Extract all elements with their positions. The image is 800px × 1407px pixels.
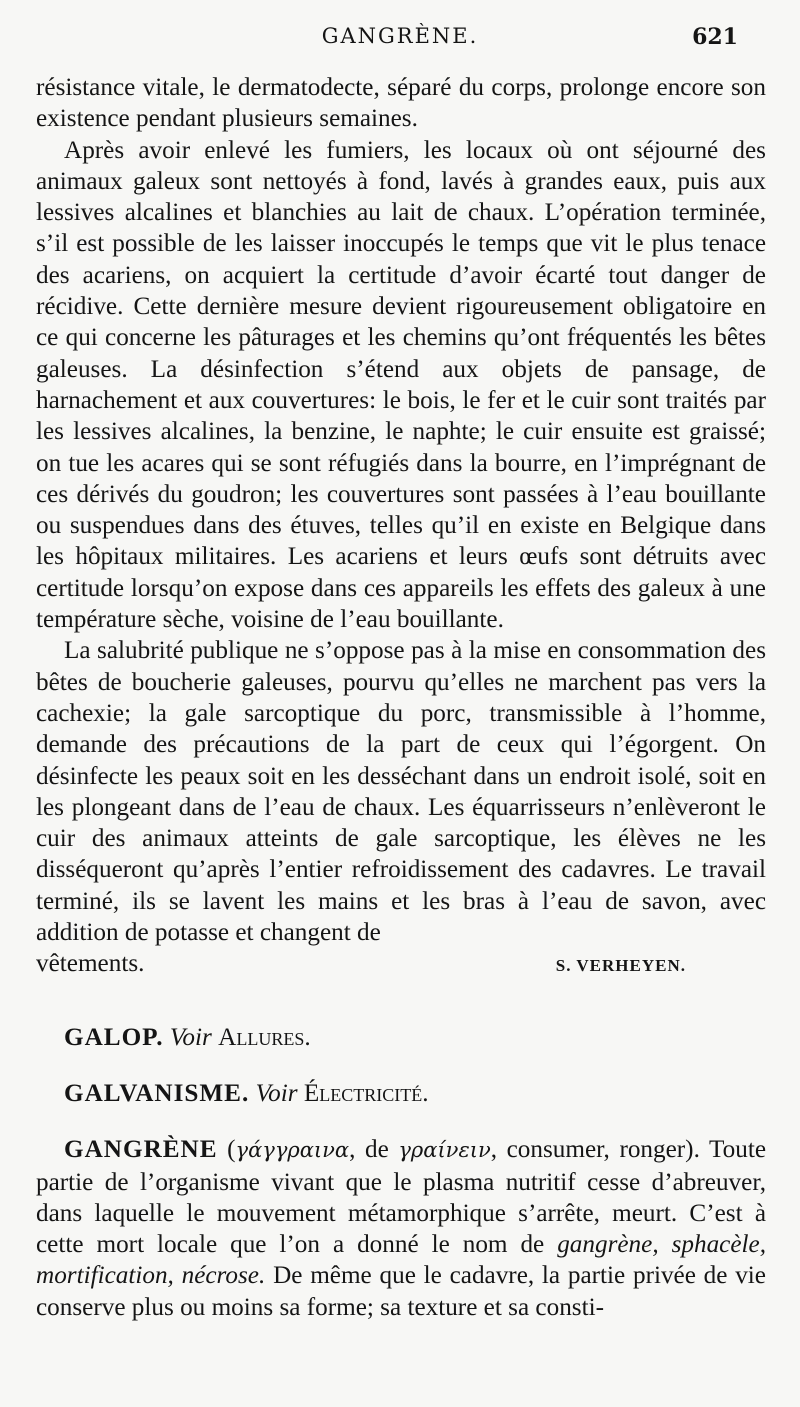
entry-gangrene-open-paren: (	[227, 1136, 236, 1164]
entry-galop-target: Allures.	[218, 1023, 311, 1051]
entry-galvanisme	[36, 1078, 766, 1109]
entry-gangrene-definition: , consumer, ronger). Toute partie de l’organisme vivant que le plasma nutritif cesse d’abreuver, dans laquelle le mouvement métamorphique s’arrête, meurt. C’est à cette mort locale que l’on a donné le nom de	[36, 1136, 767, 1259]
entry-gangrene-term-1: gangrène, sphacèle,	[557, 1231, 767, 1259]
author-signature: S. VERHEYEN.	[555, 956, 686, 976]
running-header	[0, 24, 800, 60]
page-number: 621	[692, 24, 738, 50]
signature-line	[36, 948, 766, 981]
entry-gangrene	[36, 1134, 766, 1323]
entry-galvanisme-voir: Voir	[255, 1079, 298, 1107]
paragraph-continuation: résistance vitale, le dermatodecte, séparé du corps, prolonge encore son existence pendant plusieurs semaines.	[36, 74, 766, 133]
running-title: GANGRÈNE.	[321, 24, 479, 48]
entry-galop	[36, 1022, 766, 1053]
paragraph-public-health	[36, 635, 766, 948]
entry-galvanisme-target: Électricité.	[303, 1079, 429, 1107]
entry-galop-head: GALOP.	[64, 1023, 164, 1051]
spacer	[36, 1109, 766, 1134]
entry-gangrene-rest: De même que le cadavre, la partie privée de vie conserve plus ou moins sa forme; sa texture et sa consti-	[36, 1262, 766, 1321]
paragraph-disinfection: Après avoir enlevé les fumiers, les locaux où ont séjourné des animaux galeux sont nettoyés à fond, lavés à grandes eaux, puis aux lessives alcalines et blanchies au lait de chaux. L’opération terminée, s’il est possible de les laisser inoccupés le temps que vit le plus tenace des acariens, on acquiert la certitude d’avoir écarté tout danger de récidive. Cette dernière mesure devient rigoureusement obligatoire en ce qui concerne les pâturages et les chemins qu’ont fréquentés les bêtes galeuses. La désinfection s’étend aux objets de pansage, de harnachement et aux couvertures: le bois, le fer et le cuir sont traités par les lessives alcalines, la benzine, le naphte; le cuir ensuite est graissé; on tue les acares qui se sont réfugiés dans la bourre, en l’imprégnant de ces dérivés du goudron; les couvertures sont passées à l’eau bouillante ou suspendues dans des étuves, telles qu’il en existe en Belgique dans les hôpitaux militaires. Les acariens et leurs œufs sont détruits avec certitude lorsqu’on expose dans ces appareils les effets des galeux à une température sèche, voisine de l’eau bouillante.	[36, 136, 766, 634]
paragraph-public-health-end: vêtements.	[36, 950, 145, 978]
spacer	[36, 1053, 766, 1078]
entry-galvanisme-head: GALVANISME.	[64, 1079, 250, 1107]
entry-gangrene-comma-de: , de	[349, 1136, 399, 1164]
entry-gangrene-head: GANGRÈNE	[64, 1136, 218, 1164]
spacer	[36, 982, 766, 1022]
entry-gangrene-greek-noun: γάγγραινα	[235, 1138, 350, 1163]
entry-gangrene-greek-verb: γραίνειν	[398, 1138, 491, 1163]
entry-gangrene-term-2: mortification, nécrose.	[36, 1262, 266, 1290]
body-text	[36, 72, 766, 1323]
paragraph-public-health-text: La salubrité publique ne s’oppose pas à la mise en consommation des bêtes de boucherie galeuses, pourvu qu’elles ne marchent pas vers la cachexie; la gale sarcoptique du porc, transmissible à l’homme, demande des précautions de la part de ceux qui l’égorgent. On désinfecte les peaux soit en les desséchant dans un endroit isolé, soit en les plongeant dans de l’eau de chaux. Les équarrisseurs n’enlèveront le cuir des animaux atteints de gale sarcoptique, les élèves ne les disséqueront qu’après l’entier refroidissement des cadavres. Le travail terminé, ils se lavent les mains et les bras à l’eau de savon, avec addition de potasse et changent de	[36, 637, 766, 947]
entry-galop-voir: Voir	[169, 1023, 212, 1051]
